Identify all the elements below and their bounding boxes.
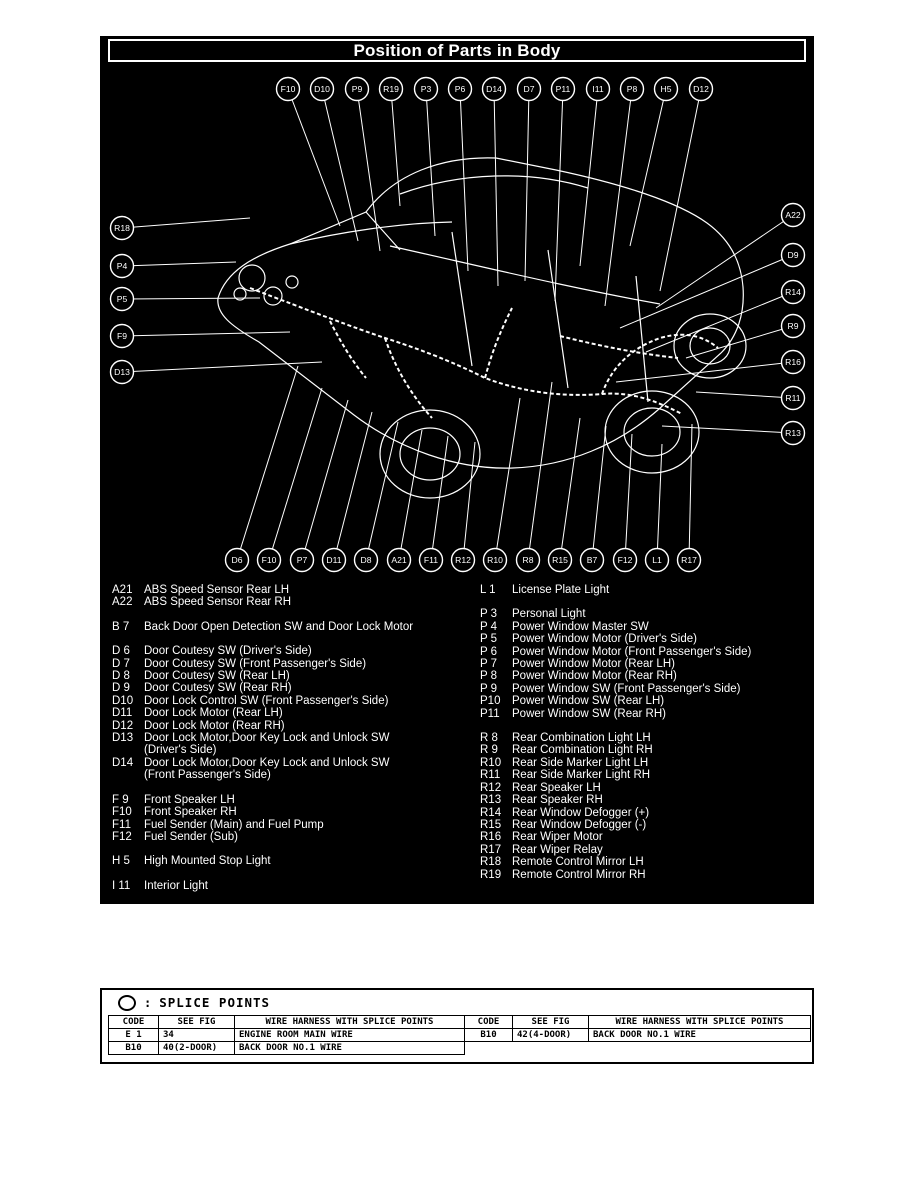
callout-label: L1 <box>652 555 662 565</box>
callout-label: R18 <box>114 223 130 233</box>
splice-cell: B10 <box>465 1029 513 1042</box>
legend-item-D8 <box>112 670 468 682</box>
callout-label: D9 <box>787 250 799 260</box>
legend-code: P11 <box>480 707 500 720</box>
legend-group <box>112 794 468 844</box>
legend-desc: Door Coutesy SW (Driver's Side) <box>144 645 312 658</box>
leader-line <box>657 444 662 560</box>
splice-cell <box>513 1042 589 1055</box>
parts-legend <box>100 584 814 904</box>
leader-line <box>646 292 793 352</box>
car-body-wiring-diagram <box>100 36 814 576</box>
wiring-harness-branch <box>385 338 432 418</box>
legend-desc: Power Window Motor (Driver's Side) <box>512 633 697 646</box>
legend-desc: Power Window Motor (Rear LH) <box>512 658 675 671</box>
splice-cell: 40(2-DOOR) <box>159 1042 235 1055</box>
legend-code: R10 <box>480 756 502 769</box>
front-component <box>239 265 265 291</box>
splice-col-header: CODE <box>465 1016 513 1029</box>
splice-col-header: WIRE HARNESS WITH SPLICE POINTS <box>589 1016 811 1029</box>
callout-label: P4 <box>116 261 128 271</box>
legend-code: D10 <box>112 694 134 707</box>
legend-code: P 9 <box>480 682 498 695</box>
leader-line <box>391 89 400 206</box>
legend-code: F12 <box>112 830 132 843</box>
legend-code: D13 <box>112 732 134 745</box>
legend-desc: Rear Speaker LH <box>512 781 601 794</box>
legend-item-D7 <box>112 658 468 670</box>
legend-code: R19 <box>480 868 502 881</box>
legend-code: R14 <box>480 806 502 819</box>
leader-line <box>689 424 692 560</box>
legend-item-L1 <box>480 584 810 596</box>
legend-item-R15 <box>480 819 810 831</box>
legend-desc: Rear Combination Light LH <box>512 732 651 745</box>
car-body-art <box>218 158 746 498</box>
legend-code: L 1 <box>480 584 496 596</box>
legend-item-D9 <box>112 682 468 694</box>
parts-position-panel <box>100 36 814 904</box>
legend-code: D 9 <box>112 682 130 695</box>
legend-code: B 7 <box>112 620 130 633</box>
leader-line <box>463 442 475 560</box>
leader-line <box>334 412 372 560</box>
splice-heading: SPLICE POINTS <box>159 995 271 1010</box>
legend-desc: Rear Window Defogger (-) <box>512 818 647 831</box>
splice-cell <box>589 1042 811 1055</box>
callout-label: D10 <box>314 84 330 94</box>
legend-item-P3 <box>480 608 810 620</box>
front-component <box>286 276 298 288</box>
legend-group <box>480 608 810 720</box>
legend-code: H 5 <box>112 855 130 868</box>
wiring-harness-branch <box>560 336 678 358</box>
leader-line <box>528 382 552 560</box>
legend-group <box>112 645 468 781</box>
leader-line <box>302 400 348 560</box>
legend-group <box>480 584 810 596</box>
legend-item-A21 <box>112 584 468 596</box>
legend-code: D11 <box>112 707 133 720</box>
callout-label: R8 <box>522 555 534 565</box>
legend-code: I 11 <box>112 879 131 892</box>
legend-desc: ABS Speed Sensor Rear LH <box>144 584 290 596</box>
legend-item-P8 <box>480 670 810 682</box>
callout-label: R9 <box>787 321 799 331</box>
callout-label: R16 <box>785 357 801 367</box>
legend-item-P6 <box>480 646 810 658</box>
legend-item-A22 <box>112 596 468 608</box>
splice-header-row <box>109 1016 811 1029</box>
legend-group <box>480 732 810 881</box>
legend-code: R16 <box>480 831 502 844</box>
splice-cell: 34 <box>159 1029 235 1042</box>
legend-code: R15 <box>480 818 502 831</box>
legend-item-P4 <box>480 621 810 633</box>
legend-desc: Rear Speaker RH <box>512 794 603 807</box>
splice-cell: 42(4-DOOR) <box>513 1029 589 1042</box>
callout-label: A22 <box>785 210 801 220</box>
legend-group <box>112 855 468 867</box>
legend-desc: Power Window SW (Front Passenger's Side) <box>512 682 741 695</box>
legend-desc: High Mounted Stop Light <box>144 855 271 868</box>
legend-code: A22 <box>112 596 133 609</box>
legend-item-D6 <box>112 645 468 657</box>
legend-desc: Remote Control Mirror LH <box>512 856 644 869</box>
legend-item-R14 <box>480 807 810 819</box>
legend-item-P10 <box>480 695 810 707</box>
car-hood-line <box>290 222 452 244</box>
legend-item-F12 <box>112 831 468 843</box>
legend-column-left <box>112 584 468 904</box>
leader-line <box>656 215 793 308</box>
callout-label: P6 <box>454 84 466 94</box>
wheel-inner <box>400 428 460 480</box>
splice-colon: : <box>144 995 152 1010</box>
leader-line <box>122 218 250 228</box>
splice-cell: BACK DOOR NO.1 WIRE <box>589 1029 811 1042</box>
legend-item-B7 <box>112 621 468 633</box>
legend-item-P7 <box>480 658 810 670</box>
legend-item-R12 <box>480 782 810 794</box>
legend-code: D 8 <box>112 670 130 683</box>
splice-cell: B10 <box>109 1042 159 1055</box>
leader-line <box>288 89 340 226</box>
legend-desc: Power Window SW (Rear LH) <box>512 695 665 708</box>
leader-line <box>525 89 529 281</box>
legend-desc: Rear Combination Light RH <box>512 744 653 757</box>
callout-label: P11 <box>555 84 571 94</box>
legend-group <box>112 621 468 633</box>
leader-line <box>686 326 793 358</box>
callout-label: D6 <box>231 555 243 565</box>
legend-code: D12 <box>112 719 134 732</box>
leader-line <box>555 89 563 301</box>
splice-cell: BACK DOOR NO.1 WIRE <box>235 1042 465 1055</box>
callout-label: F12 <box>617 555 633 565</box>
leader-line <box>625 434 632 560</box>
wiring-harness-branch <box>602 335 718 394</box>
legend-item-H5 <box>112 855 468 867</box>
legend-item-R17 <box>480 844 810 856</box>
legend-code: P 3 <box>480 608 498 621</box>
legend-code: F11 <box>112 818 131 831</box>
legend-desc: Power Window Master SW <box>512 620 649 633</box>
leader-line <box>630 89 666 246</box>
legend-desc: Personal Light <box>512 608 586 621</box>
callout-label: R10 <box>487 555 503 565</box>
car-outline <box>218 158 743 468</box>
legend-desc: Rear Window Defogger (+) <box>512 806 650 819</box>
legend-desc: Door Lock Motor (Rear LH) <box>144 707 283 720</box>
splice-col-header: SEE FIG <box>513 1016 589 1029</box>
legend-code: P 7 <box>480 658 498 671</box>
legend-desc: Door Lock Motor,Door Key Lock and Unlock SW (Front Passenger's Side) <box>144 756 390 782</box>
splice-points-section <box>100 988 814 1064</box>
front-component <box>264 287 282 305</box>
callout-label: D14 <box>486 84 502 94</box>
legend-code: P 6 <box>480 645 498 658</box>
wiring-harness <box>250 288 682 414</box>
leader-line <box>494 89 498 286</box>
legend-desc: Power Window Motor (Front Passenger's Side) <box>512 645 752 658</box>
legend-group <box>112 584 468 609</box>
legend-desc: Power Window Motor (Rear RH) <box>512 670 677 683</box>
legend-item-R18 <box>480 856 810 868</box>
callout-label: R19 <box>383 84 399 94</box>
legend-desc: Front Speaker LH <box>144 793 235 806</box>
splice-cell: ENGINE ROOM MAIN WIRE <box>235 1029 465 1042</box>
legend-item-P11 <box>480 708 810 720</box>
legend-item-D12 <box>112 720 468 732</box>
callout-label: D11 <box>326 555 342 565</box>
legend-item-R13 <box>480 794 810 806</box>
legend-desc: Fuel Sender (Main) and Fuel Pump <box>144 818 324 831</box>
legend-item-R10 <box>480 757 810 769</box>
legend-code: P 4 <box>480 620 498 633</box>
callout-label: R17 <box>681 555 697 565</box>
title-bar <box>108 39 806 62</box>
legend-desc: Rear Wiper Motor <box>512 831 603 844</box>
leader-line <box>269 388 322 560</box>
leader-line <box>399 430 422 560</box>
callout-label: B7 <box>586 555 598 565</box>
legend-desc: Back Door Open Detection SW and Door Lock Motor <box>144 620 414 633</box>
splice-point-icon <box>118 995 136 1011</box>
leader-line <box>560 418 580 560</box>
splice-table <box>108 1015 811 1055</box>
legend-item-P5 <box>480 633 810 645</box>
legend-item-P9 <box>480 683 810 695</box>
callout-label: R13 <box>785 428 801 438</box>
legend-item-R11 <box>480 769 810 781</box>
callout-label: P8 <box>626 84 638 94</box>
callout-label: R11 <box>785 393 801 403</box>
car-c-pillar <box>548 250 568 388</box>
legend-code: D 6 <box>112 645 130 658</box>
legend-desc: Interior Light <box>144 879 208 892</box>
legend-desc: Door Coutesy SW (Rear LH) <box>144 670 290 683</box>
splice-col-header: WIRE HARNESS WITH SPLICE POINTS <box>235 1016 465 1029</box>
wheel <box>605 391 699 473</box>
page-title: Position of Parts in Body <box>353 40 561 60</box>
legend-desc: Front Speaker RH <box>144 806 237 819</box>
legend-desc: Door Coutesy SW (Front Passenger's Side) <box>144 657 367 670</box>
callout-label: R14 <box>785 287 801 297</box>
callout-label: R12 <box>455 555 471 565</box>
callout-label: D12 <box>693 84 709 94</box>
leader-line <box>237 366 298 560</box>
legend-code: F10 <box>112 806 132 819</box>
legend-item-D13 <box>112 732 468 757</box>
wiring-harness-branch <box>485 308 512 378</box>
callout-label: P3 <box>420 84 432 94</box>
legend-column-right <box>480 584 810 904</box>
splice-cell: E 1 <box>109 1029 159 1042</box>
legend-desc: License Plate Light <box>512 584 610 596</box>
callout-label: D7 <box>523 84 535 94</box>
splice-col-header: SEE FIG <box>159 1016 235 1029</box>
callout-label: I11 <box>592 84 604 94</box>
car-a-pillar <box>366 212 400 250</box>
legend-code: R17 <box>480 843 502 856</box>
legend-code: F 9 <box>112 793 129 806</box>
legend-code: A21 <box>112 584 133 596</box>
car-b-pillar <box>452 232 472 366</box>
leader-line <box>495 398 520 560</box>
leader-line <box>620 255 793 328</box>
legend-code: R12 <box>480 781 502 794</box>
legend-code: P10 <box>480 695 501 708</box>
leader-line <box>322 89 358 241</box>
legend-desc: Door Lock Control SW (Front Passenger's Side) <box>144 694 389 707</box>
legend-group <box>112 880 468 892</box>
legend-code: R18 <box>480 856 502 869</box>
legend-item-R19 <box>480 869 810 881</box>
splice-row <box>109 1042 811 1055</box>
callout-label: H5 <box>660 84 672 94</box>
legend-code: D 7 <box>112 657 130 670</box>
leader-line <box>357 89 380 251</box>
callout-label: P5 <box>116 294 128 304</box>
splice-cell <box>465 1042 513 1055</box>
legend-desc: ABS Speed Sensor Rear RH <box>144 596 292 609</box>
callout-label: A21 <box>391 555 407 565</box>
callout-label: F11 <box>423 555 439 565</box>
leader-line <box>616 362 793 382</box>
leader-line <box>426 89 435 236</box>
wheel <box>380 410 480 498</box>
splice-header <box>102 990 812 1015</box>
legend-code: R 8 <box>480 732 498 745</box>
callout-label: F10 <box>280 84 296 94</box>
callout-label: P7 <box>296 555 308 565</box>
car-d-pillar <box>636 276 648 402</box>
callout-label: P9 <box>351 84 363 94</box>
legend-item-D11 <box>112 707 468 719</box>
legend-desc: Door Coutesy SW (Rear RH) <box>144 682 292 695</box>
splice-row <box>109 1029 811 1042</box>
legend-desc: Door Lock Motor,Door Key Lock and Unlock SW (Driver's Side) <box>144 732 390 757</box>
legend-item-R8 <box>480 732 810 744</box>
callout-label: D8 <box>360 555 372 565</box>
legend-item-R16 <box>480 831 810 843</box>
legend-item-R9 <box>480 744 810 756</box>
legend-desc: Fuel Sender (Sub) <box>144 830 238 843</box>
leader-line <box>122 298 260 299</box>
legend-code: P 5 <box>480 633 498 646</box>
legend-desc: Door Lock Motor (Rear RH) <box>144 719 285 732</box>
legend-item-I11 <box>112 880 468 892</box>
leader-line <box>122 332 290 336</box>
legend-desc: Rear Side Marker Light RH <box>512 769 651 782</box>
legend-code: R11 <box>480 769 501 782</box>
legend-item-D14 <box>112 757 468 782</box>
legend-item-F10 <box>112 806 468 818</box>
leader-line <box>580 89 598 266</box>
leader-line <box>592 426 606 560</box>
leader-line <box>662 426 793 433</box>
leader-line <box>605 89 632 306</box>
legend-code: R 9 <box>480 744 498 757</box>
legend-code: P 8 <box>480 670 498 683</box>
leader-line <box>660 89 701 291</box>
callout-label: F9 <box>116 331 128 341</box>
legend-item-F9 <box>112 794 468 806</box>
legend-item-D10 <box>112 695 468 707</box>
legend-item-F11 <box>112 819 468 831</box>
leader-line <box>460 89 468 271</box>
callout-label: D13 <box>114 367 130 377</box>
legend-code: R13 <box>480 794 502 807</box>
wheel-inner <box>690 328 730 364</box>
legend-desc: Rear Side Marker Light LH <box>512 756 649 769</box>
legend-desc: Power Window SW (Rear RH) <box>512 707 666 720</box>
leader-line <box>122 262 236 266</box>
leader-line <box>696 392 793 398</box>
splice-col-header: CODE <box>109 1016 159 1029</box>
legend-desc: Remote Control Mirror RH <box>512 868 646 881</box>
callout-label: R15 <box>552 555 568 565</box>
callout-label: F10 <box>261 555 277 565</box>
legend-code: D14 <box>112 756 134 769</box>
callout-circles <box>111 78 805 572</box>
legend-desc: Rear Wiper Relay <box>512 843 603 856</box>
